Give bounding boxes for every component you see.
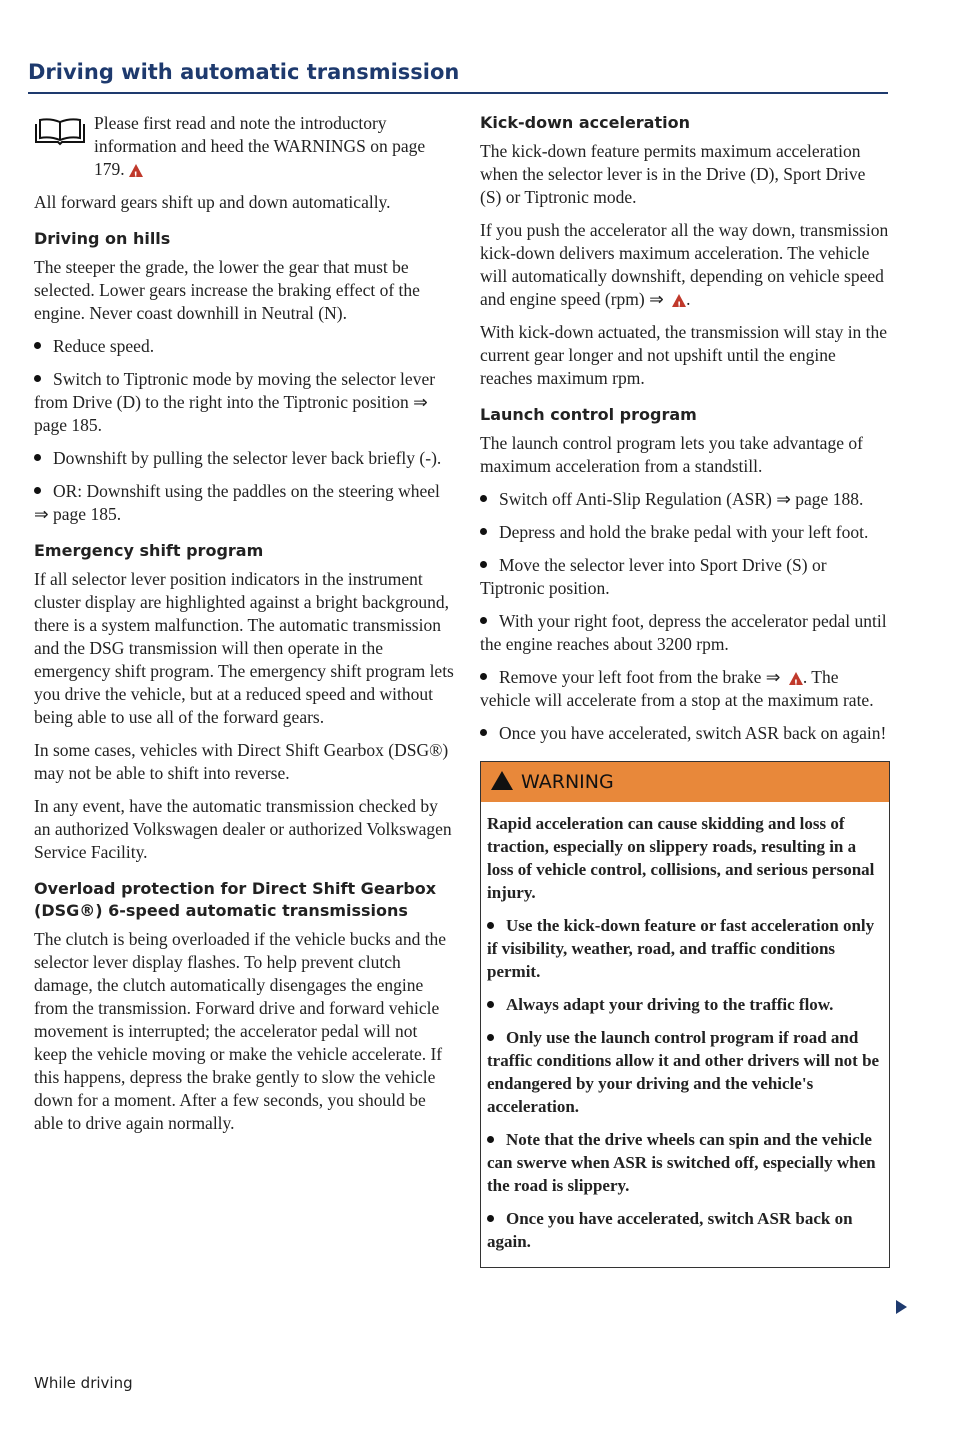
paragraph: In some cases, vehicles with Direct Shift Gearbox (DSG®) may not be able to shift into reverse. [34,740,449,783]
page-title: Driving with automatic transmission [28,60,460,84]
paragraph: With kick-down actuated, the transmission will stay in the current gear longer and not upshift until the engine reaches maximum rpm. [480,322,888,388]
left-column [34,112,454,1145]
section-heading-launch: Launch control program [480,405,697,424]
warning-box [480,761,890,1268]
warning-triangle-icon [672,294,686,307]
bullet-icon [34,375,41,382]
bullet-icon [34,342,41,349]
footer-section: While driving [34,1374,133,1392]
paragraph: The launch control program lets you take advantage of maximum acceleration from a standstill. [480,433,863,476]
warning-triangle-icon [789,672,803,685]
list-item: With your right foot, depress the accelerator pedal until the engine reaches about 3200 rpm. [480,611,887,654]
section-heading-kickdown: Kick-down acceleration [480,113,690,132]
warning-body [481,802,889,1267]
list-item: Downshift by pulling the selector lever back briefly (-). [34,447,454,470]
warning-intro: Rapid acceleration can cause skidding and loss of traction, especially on slippery roads, resulting in a loss of vehicle control, collisions, and serious personal injury. [487,814,875,902]
right-column [480,112,890,1268]
list-item: OR: Downshift using the paddles on the steering wheel ⇒ page 185. [34,481,440,524]
bullet-icon [480,617,487,624]
intro-text: Please first read and note the introductory information and heed the WARNINGS on page 179. [94,113,426,179]
bullet-icon [487,1215,494,1222]
page-header [28,60,888,84]
paragraph: If all selector lever position indicators in the instrument cluster display are highlighted against a bright background, there is a system malfunction. The automatic transmission and the DSG transmission will then operate in the emergency shift program. The emergency shift program lets you drive the vehicle, but at a reduced speed and without being able to use all of the forward gears. [34,569,454,727]
warning-header [481,762,889,802]
bullet-icon [480,729,487,736]
list-item: Move the selector lever into Sport Drive (S) or Tiptronic position. [480,555,827,598]
list-item: Once you have accelerated, switch ASR back on again! [480,722,890,745]
bullet-icon [487,1034,494,1041]
list-item: Remove your left foot from the brake ⇒ ! . The vehicle will accelerate from a stop at the maximum rate. [480,666,890,712]
bullet-icon [487,1001,494,1008]
bullet-icon [487,1136,494,1143]
warning-triangle-icon [129,164,143,177]
bullet-icon [487,922,494,929]
warning-title: WARNING [521,771,614,793]
list-item: Switch to Tiptronic mode by moving the selector lever from Drive (D) to the right into the Tiptronic position ⇒ page 185. [34,369,436,435]
list-item: Use the kick-down feature or fast acceleration only if visibility, weather, road, and traffic conditions permit. [487,916,875,981]
list-item: Once you have accelerated, switch ASR back on again. [487,1209,853,1251]
list-item: Always adapt your driving to the traffic flow. [487,993,881,1016]
paragraph: If you push the accelerator all the way down, transmission kick-down delivers maximum acceleration. The vehicle will automatically downshift, depending on vehicle speed and engine speed (rpm) ⇒ ! . [480,219,890,311]
bullet-icon [34,454,41,461]
paragraph: The clutch is being overloaded if the vehicle bucks and the selector lever display flashes. To help prevent clutch damage, the clutch automatically disengages the engine from the transmission. Forward drive and forward vehicle movement is interrupted; the accelerator pedal will not keep the vehicle moving or make the vehicle accelerate. If this happens, depress the brake gently to slow the vehicle down for a moment. After a few seconds, you should be able to drive again normally. [34,929,447,1133]
bullet-icon [480,528,487,535]
section-heading-overload: Overload protection for Direct Shift Gearbox (DSG®) 6-speed automatic transmissions [34,879,437,920]
paragraph: The kick-down feature permits maximum acceleration when the selector lever is in the Drive (D), Sport Drive (S) or Tiptronic mode. [480,141,866,207]
list-item: Note that the drive wheels can spin and the vehicle can swerve when ASR is switched off, especially when the road is slippery. [487,1130,876,1195]
book-icon [34,116,86,146]
bullet-icon [34,487,41,494]
section-heading-hills: Driving on hills [34,229,171,248]
list-item: Depress and hold the brake pedal with your left foot. [480,521,890,544]
header-divider [28,92,888,94]
bullet-icon [480,495,487,502]
paragraph: The steeper the grade, the lower the gear that must be selected. Lower gears increase the braking effect of the engine. Never coast downhill in Neutral (N). [34,257,420,323]
list-item: Reduce speed. [34,335,454,358]
section-heading-emergency: Emergency shift program [34,541,264,560]
paragraph: All forward gears shift up and down automatically. [34,192,391,212]
bullet-icon [480,673,487,680]
list-item: Only use the launch control program if road and traffic conditions allow it and other drivers will not be endangered by your driving and the vehicle's acceleration. [487,1028,880,1116]
warning-triangle-icon [491,771,513,790]
bullet-icon [480,561,487,568]
list-item: Switch off Anti-Slip Regulation (ASR) ⇒ page 188. [480,488,890,511]
intro-note [34,112,454,181]
continue-arrow-icon [896,1300,907,1314]
paragraph: In any event, have the automatic transmission checked by an authorized Volkswagen dealer or authorized Volkswagen Service Facility. [34,796,452,862]
